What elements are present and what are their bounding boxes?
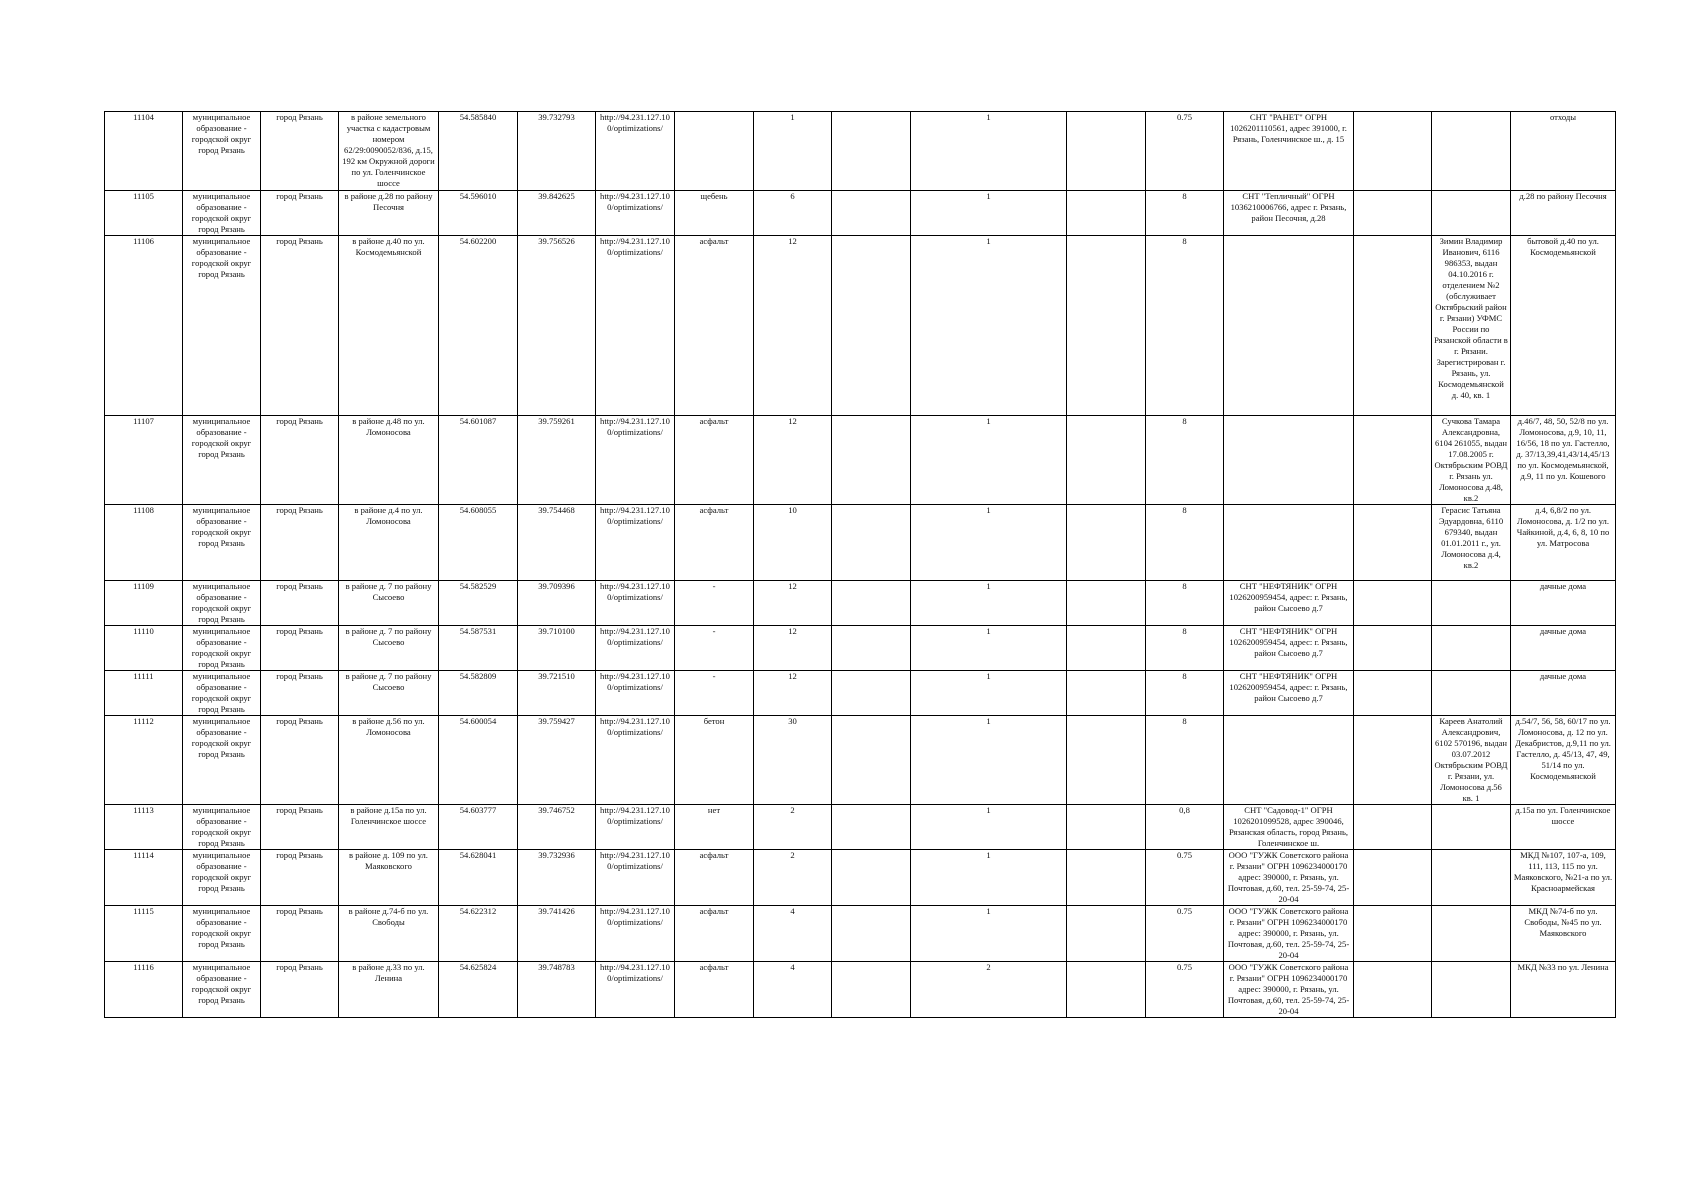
city-cell: город Рязань [261, 962, 339, 1018]
link-cell[interactable]: http://94.231.127.100/optimizations/ [596, 581, 675, 626]
table-row [105, 716, 1616, 805]
address-cell: в районе д. 7 по району Сысоево [339, 671, 439, 716]
area-cell: 2 [754, 805, 832, 850]
container-count-cell: 1 [911, 626, 1067, 671]
empty-cell [1354, 671, 1432, 716]
address-cell: в районе д.56 по ул. Ломоносова [339, 716, 439, 805]
owner-person-cell: Герасис Татьяна Эдуардовна, 6110 679340, выдан 01.01.2011 г., ул. Ломоносова д.4, кв.2 [1432, 505, 1511, 581]
table-row [105, 906, 1616, 962]
latitude-cell: 54.585840 [439, 112, 518, 191]
empty-cell [832, 626, 911, 671]
link-cell[interactable]: http://94.231.127.100/optimizations/ [596, 850, 675, 906]
latitude-cell: 54.628041 [439, 850, 518, 906]
container-count-cell: 1 [911, 716, 1067, 805]
empty-cell [832, 191, 911, 236]
empty-cell [1067, 962, 1146, 1018]
latitude-cell: 54.625824 [439, 962, 518, 1018]
empty-cell [1354, 716, 1432, 805]
municipality-cell: муниципальное образование - городской округ город Рязань [183, 962, 261, 1018]
longitude-cell: 39.754468 [518, 505, 596, 581]
link-cell[interactable]: http://94.231.127.100/optimizations/ [596, 671, 675, 716]
address-cell: в районе д. 109 по ул. Маяковского [339, 850, 439, 906]
container-volume-cell: 8 [1146, 505, 1224, 581]
owner-organization-cell: СНТ "РАНЕТ" ОГРН 1026201110561, адрес 391000, г. Рязань, Голенчинское ш., д. 15 [1224, 112, 1354, 191]
empty-cell [1067, 191, 1146, 236]
link-cell[interactable]: http://94.231.127.100/optimizations/ [596, 112, 675, 191]
address-cell: в районе д.74-б по ул. Свободы [339, 906, 439, 962]
empty-cell [832, 581, 911, 626]
record-id-cell: 11108 [105, 505, 183, 581]
empty-cell [1354, 112, 1432, 191]
surface-cell: асфальт [675, 962, 754, 1018]
municipality-cell: муниципальное образование - городской округ город Рязань [183, 906, 261, 962]
owner-organization-cell: СНТ "Тепличный" ОГРН 1036210006766, адрес г. Рязань, район Песочня, д.28 [1224, 191, 1354, 236]
empty-cell [1354, 191, 1432, 236]
empty-cell [1354, 236, 1432, 416]
container-volume-cell: 0.75 [1146, 850, 1224, 906]
address-cell: в районе д.28 по району Песочня [339, 191, 439, 236]
table-row [105, 112, 1616, 191]
empty-cell [832, 805, 911, 850]
city-cell: город Рязань [261, 581, 339, 626]
empty-cell [832, 416, 911, 505]
longitude-cell: 39.759427 [518, 716, 596, 805]
record-id-cell: 11111 [105, 671, 183, 716]
record-id-cell: 11107 [105, 416, 183, 505]
longitude-cell: 39.721510 [518, 671, 596, 716]
surface-cell: - [675, 626, 754, 671]
city-cell: город Рязань [261, 626, 339, 671]
container-volume-cell: 8 [1146, 416, 1224, 505]
latitude-cell: 54.622312 [439, 906, 518, 962]
municipality-cell: муниципальное образование - городской округ город Рязань [183, 112, 261, 191]
surface-cell: щебень [675, 191, 754, 236]
record-id-cell: 11116 [105, 962, 183, 1018]
container-volume-cell: 8 [1146, 581, 1224, 626]
waste-sources-cell: бытовой д.40 по ул. Космодемьянской [1511, 236, 1616, 416]
municipality-cell: муниципальное образование - городской округ город Рязань [183, 416, 261, 505]
empty-cell [1354, 805, 1432, 850]
record-id-cell: 11106 [105, 236, 183, 416]
city-cell: город Рязань [261, 505, 339, 581]
record-id-cell: 11110 [105, 626, 183, 671]
city-cell: город Рязань [261, 112, 339, 191]
container-volume-cell: 0.75 [1146, 962, 1224, 1018]
container-count-cell: 1 [911, 805, 1067, 850]
city-cell: город Рязань [261, 716, 339, 805]
area-cell: 4 [754, 962, 832, 1018]
container-count-cell: 1 [911, 112, 1067, 191]
empty-cell [1354, 581, 1432, 626]
container-count-cell: 1 [911, 236, 1067, 416]
owner-person-cell [1432, 805, 1511, 850]
address-cell: в районе д.40 по ул. Космодемьянской [339, 236, 439, 416]
owner-organization-cell: СНТ "НЕФТЯНИК" ОГРН 1026200959454, адрес: г. Рязань, район Сысоево д.7 [1224, 671, 1354, 716]
container-volume-cell: 8 [1146, 236, 1224, 416]
empty-cell [1067, 805, 1146, 850]
owner-organization-cell [1224, 416, 1354, 505]
city-cell: город Рязань [261, 805, 339, 850]
link-cell[interactable]: http://94.231.127.100/optimizations/ [596, 805, 675, 850]
area-cell: 1 [754, 112, 832, 191]
longitude-cell: 39.842625 [518, 191, 596, 236]
waste-sources-cell: д.28 по району Песочня [1511, 191, 1616, 236]
city-cell: город Рязань [261, 906, 339, 962]
area-cell: 12 [754, 416, 832, 505]
surface-cell: - [675, 581, 754, 626]
municipality-cell: муниципальное образование - городской округ город Рязань [183, 505, 261, 581]
table-row [105, 850, 1616, 906]
area-cell: 12 [754, 626, 832, 671]
owner-organization-cell [1224, 236, 1354, 416]
city-cell: город Рязань [261, 671, 339, 716]
municipality-cell: муниципальное образование - городской округ город Рязань [183, 626, 261, 671]
link-cell[interactable]: http://94.231.127.100/optimizations/ [596, 906, 675, 962]
longitude-cell: 39.756526 [518, 236, 596, 416]
empty-cell [1067, 626, 1146, 671]
record-id-cell: 11104 [105, 112, 183, 191]
waste-sources-cell: д.15а по ул. Голенчинское шоссе [1511, 805, 1616, 850]
owner-person-cell [1432, 112, 1511, 191]
empty-cell [1067, 671, 1146, 716]
table-row [105, 236, 1616, 416]
container-volume-cell: 8 [1146, 671, 1224, 716]
table-row [105, 505, 1616, 581]
empty-cell [832, 112, 911, 191]
link-cell[interactable]: http://94.231.127.100/optimizations/ [596, 505, 675, 581]
latitude-cell: 54.596010 [439, 191, 518, 236]
record-id-cell: 11112 [105, 716, 183, 805]
longitude-cell: 39.709396 [518, 581, 596, 626]
record-id-cell: 11114 [105, 850, 183, 906]
waste-sources-cell: дачные дома [1511, 581, 1616, 626]
waste-sources-cell: отходы [1511, 112, 1616, 191]
container-volume-cell: 8 [1146, 191, 1224, 236]
waste-sources-cell: дачные дома [1511, 671, 1616, 716]
owner-organization-cell [1224, 505, 1354, 581]
area-cell: 30 [754, 716, 832, 805]
address-cell: в районе д.48 по ул. Ломоносова [339, 416, 439, 505]
waste-sources-cell: д.4, 6,8/2 по ул. Ломоносова, д. 1/2 по ул. Чайкиной, д.4, 6, 8, 10 по ул. Матросова [1511, 505, 1616, 581]
empty-cell [832, 716, 911, 805]
table-row [105, 962, 1616, 1018]
surface-cell: асфальт [675, 416, 754, 505]
owner-person-cell [1432, 191, 1511, 236]
empty-cell [832, 671, 911, 716]
area-cell: 12 [754, 581, 832, 626]
surface-cell: асфальт [675, 236, 754, 416]
address-cell: в районе д.4 по ул. Ломоносова [339, 505, 439, 581]
waste-sources-cell: МКД №74-б по ул. Свободы, №45 по ул. Маяковского [1511, 906, 1616, 962]
municipality-cell: муниципальное образование - городской округ город Рязань [183, 805, 261, 850]
city-cell: город Рязань [261, 236, 339, 416]
container-count-cell: 1 [911, 906, 1067, 962]
surface-cell [675, 112, 754, 191]
owner-organization-cell: СНТ "Садовод-1" ОГРН 1026201099528, адрес 390046, Рязанская область, город Рязань, Голенчинское ш. [1224, 805, 1354, 850]
longitude-cell: 39.748783 [518, 962, 596, 1018]
latitude-cell: 54.600054 [439, 716, 518, 805]
container-volume-cell: 0,8 [1146, 805, 1224, 850]
municipality-cell: муниципальное образование - городской округ город Рязань [183, 191, 261, 236]
container-volume-cell: 8 [1146, 716, 1224, 805]
latitude-cell: 54.582529 [439, 581, 518, 626]
empty-cell [1067, 236, 1146, 416]
container-count-cell: 1 [911, 850, 1067, 906]
surface-cell: нет [675, 805, 754, 850]
empty-cell [832, 850, 911, 906]
registry-table [104, 111, 1616, 1018]
latitude-cell: 54.601087 [439, 416, 518, 505]
empty-cell [1067, 112, 1146, 191]
address-cell: в районе д. 7 по району Сысоево [339, 581, 439, 626]
waste-sources-cell: дачные дома [1511, 626, 1616, 671]
container-count-cell: 1 [911, 581, 1067, 626]
longitude-cell: 39.732936 [518, 850, 596, 906]
table-row [105, 581, 1616, 626]
empty-cell [1354, 626, 1432, 671]
table-row [105, 626, 1616, 671]
address-cell: в районе д. 7 по району Сысоево [339, 626, 439, 671]
empty-cell [1067, 850, 1146, 906]
latitude-cell: 54.602200 [439, 236, 518, 416]
city-cell: город Рязань [261, 191, 339, 236]
area-cell: 6 [754, 191, 832, 236]
municipality-cell: муниципальное образование - городской округ город Рязань [183, 716, 261, 805]
table-row [105, 805, 1616, 850]
address-cell: в районе д.15а по ул. Голенчинское шоссе [339, 805, 439, 850]
link-cell[interactable]: http://94.231.127.100/optimizations/ [596, 716, 675, 805]
container-count-cell: 1 [911, 671, 1067, 716]
empty-cell [1067, 505, 1146, 581]
link-cell[interactable]: http://94.231.127.100/optimizations/ [596, 416, 675, 505]
waste-sources-cell: МКД №33 по ул. Ленина [1511, 962, 1616, 1018]
record-id-cell: 11105 [105, 191, 183, 236]
empty-cell [1067, 416, 1146, 505]
owner-person-cell [1432, 962, 1511, 1018]
owner-person-cell: Сучкова Тамара Александровна, 6104 261055, выдан 17.08.2005 г. Октябрьским РОВД г. Рязань ул. Ломоносова д.48, кв.2 [1432, 416, 1511, 505]
empty-cell [1354, 962, 1432, 1018]
container-count-cell: 1 [911, 191, 1067, 236]
link-cell[interactable]: http://94.231.127.100/optimizations/ [596, 962, 675, 1018]
empty-cell [832, 505, 911, 581]
longitude-cell: 39.741426 [518, 906, 596, 962]
owner-organization-cell [1224, 716, 1354, 805]
empty-cell [832, 962, 911, 1018]
owner-organization-cell: ООО "ГУЖК Советского района г. Рязани" ОГРН 1096234000170 адрес: 390000, г. Рязань, ул. Почтовая, д.60, тел. 25-59-74, 25-20-04 [1224, 962, 1354, 1018]
address-cell: в районе земельного участка с кадастровым номером 62/29:0090052/836, д.15, 192 км Окружной дороги по ул. Голенчинское шоссе [339, 112, 439, 191]
link-cell[interactable]: http://94.231.127.100/optimizations/ [596, 626, 675, 671]
area-cell: 2 [754, 850, 832, 906]
record-id-cell: 11109 [105, 581, 183, 626]
container-volume-cell: 0.75 [1146, 112, 1224, 191]
area-cell: 10 [754, 505, 832, 581]
empty-cell [1067, 716, 1146, 805]
owner-organization-cell: ООО "ГУЖК Советского района г. Рязани" ОГРН 1096234000170 адрес: 390000, г. Рязань, ул. Почтовая, д.60, тел. 25-59-74, 25-20-04 [1224, 850, 1354, 906]
empty-cell [1354, 416, 1432, 505]
table-row [105, 671, 1616, 716]
waste-sources-cell: д.54/7, 56, 58, 60/17 по ул. Ломоносова, д. 12 по ул. Декабристов, д.9,11 по ул. Гастелло, д. 45/13, 47, 49, 51/14 по ул. Космодемьянской [1511, 716, 1616, 805]
area-cell: 4 [754, 906, 832, 962]
owner-person-cell: Зимин Владимир Иванович, 6116 986353, выдан 04.10.2016 г. отделением №2 (обслуживает Октябрьский район г. Рязани) УФМС России по Рязанской области в г. Рязани. Зарегистрирован г. Рязань, ул. Космодемьянской д. 40, кв. 1 [1432, 236, 1511, 416]
surface-cell: асфальт [675, 505, 754, 581]
container-volume-cell: 0.75 [1146, 906, 1224, 962]
city-cell: город Рязань [261, 850, 339, 906]
latitude-cell: 54.587531 [439, 626, 518, 671]
owner-person-cell [1432, 581, 1511, 626]
empty-cell [1354, 906, 1432, 962]
empty-cell [832, 906, 911, 962]
table-row [105, 416, 1616, 505]
address-cell: в районе д.33 по ул. Ленина [339, 962, 439, 1018]
record-id-cell: 11115 [105, 906, 183, 962]
empty-cell [1354, 850, 1432, 906]
empty-cell [1354, 505, 1432, 581]
owner-person-cell [1432, 906, 1511, 962]
owner-person-cell [1432, 671, 1511, 716]
longitude-cell: 39.746752 [518, 805, 596, 850]
latitude-cell: 54.582809 [439, 671, 518, 716]
waste-sources-cell: д.46/7, 48, 50, 52/8 по ул. Ломоносова, д.9, 10, 11, 16/56, 18 по ул. Гастелло, д. 37/13,39,41,43/14,45/13 по ул. Космодемьянской, д.9, 11 по ул. Кошевого [1511, 416, 1616, 505]
owner-person-cell [1432, 850, 1511, 906]
link-cell[interactable]: http://94.231.127.100/optimizations/ [596, 236, 675, 416]
surface-cell: - [675, 671, 754, 716]
table-row [105, 191, 1616, 236]
owner-person-cell [1432, 626, 1511, 671]
owner-organization-cell: СНТ "НЕФТЯНИК" ОГРН 1026200959454, адрес: г. Рязань, район Сысоево д.7 [1224, 626, 1354, 671]
longitude-cell: 39.759261 [518, 416, 596, 505]
latitude-cell: 54.608055 [439, 505, 518, 581]
city-cell: город Рязань [261, 416, 339, 505]
link-cell[interactable]: http://94.231.127.100/optimizations/ [596, 191, 675, 236]
longitude-cell: 39.710100 [518, 626, 596, 671]
owner-person-cell: Кареев Анатолий Александрович, 6102 570196, выдан 03.07.2012 Октябрьским РОВД г. Рязани, ул. Ломоносова д.56 кв. 1 [1432, 716, 1511, 805]
municipality-cell: муниципальное образование - городской округ город Рязань [183, 850, 261, 906]
surface-cell: асфальт [675, 850, 754, 906]
latitude-cell: 54.603777 [439, 805, 518, 850]
municipality-cell: муниципальное образование - городской округ город Рязань [183, 671, 261, 716]
container-count-cell: 1 [911, 416, 1067, 505]
container-count-cell: 2 [911, 962, 1067, 1018]
empty-cell [1067, 906, 1146, 962]
area-cell: 12 [754, 671, 832, 716]
record-id-cell: 11113 [105, 805, 183, 850]
municipality-cell: муниципальное образование - городской округ город Рязань [183, 236, 261, 416]
owner-organization-cell: СНТ "НЕФТЯНИК" ОГРН 1026200959454, адрес: г. Рязань, район Сысоево д.7 [1224, 581, 1354, 626]
container-count-cell: 1 [911, 505, 1067, 581]
container-volume-cell: 8 [1146, 626, 1224, 671]
owner-organization-cell: ООО "ГУЖК Советского района г. Рязани" ОГРН 1096234000170 адрес: 390000, г. Рязань, ул. Почтовая, д.60, тел. 25-59-74, 25-20-04 [1224, 906, 1354, 962]
waste-sources-cell: МКД №107, 107-а, 109, 111, 113, 115 по ул. Маяковского, №21-а по ул. Красноармейская [1511, 850, 1616, 906]
area-cell: 12 [754, 236, 832, 416]
surface-cell: бетон [675, 716, 754, 805]
empty-cell [1067, 581, 1146, 626]
empty-cell [832, 236, 911, 416]
longitude-cell: 39.732793 [518, 112, 596, 191]
municipality-cell: муниципальное образование - городской округ город Рязань [183, 581, 261, 626]
surface-cell: асфальт [675, 906, 754, 962]
